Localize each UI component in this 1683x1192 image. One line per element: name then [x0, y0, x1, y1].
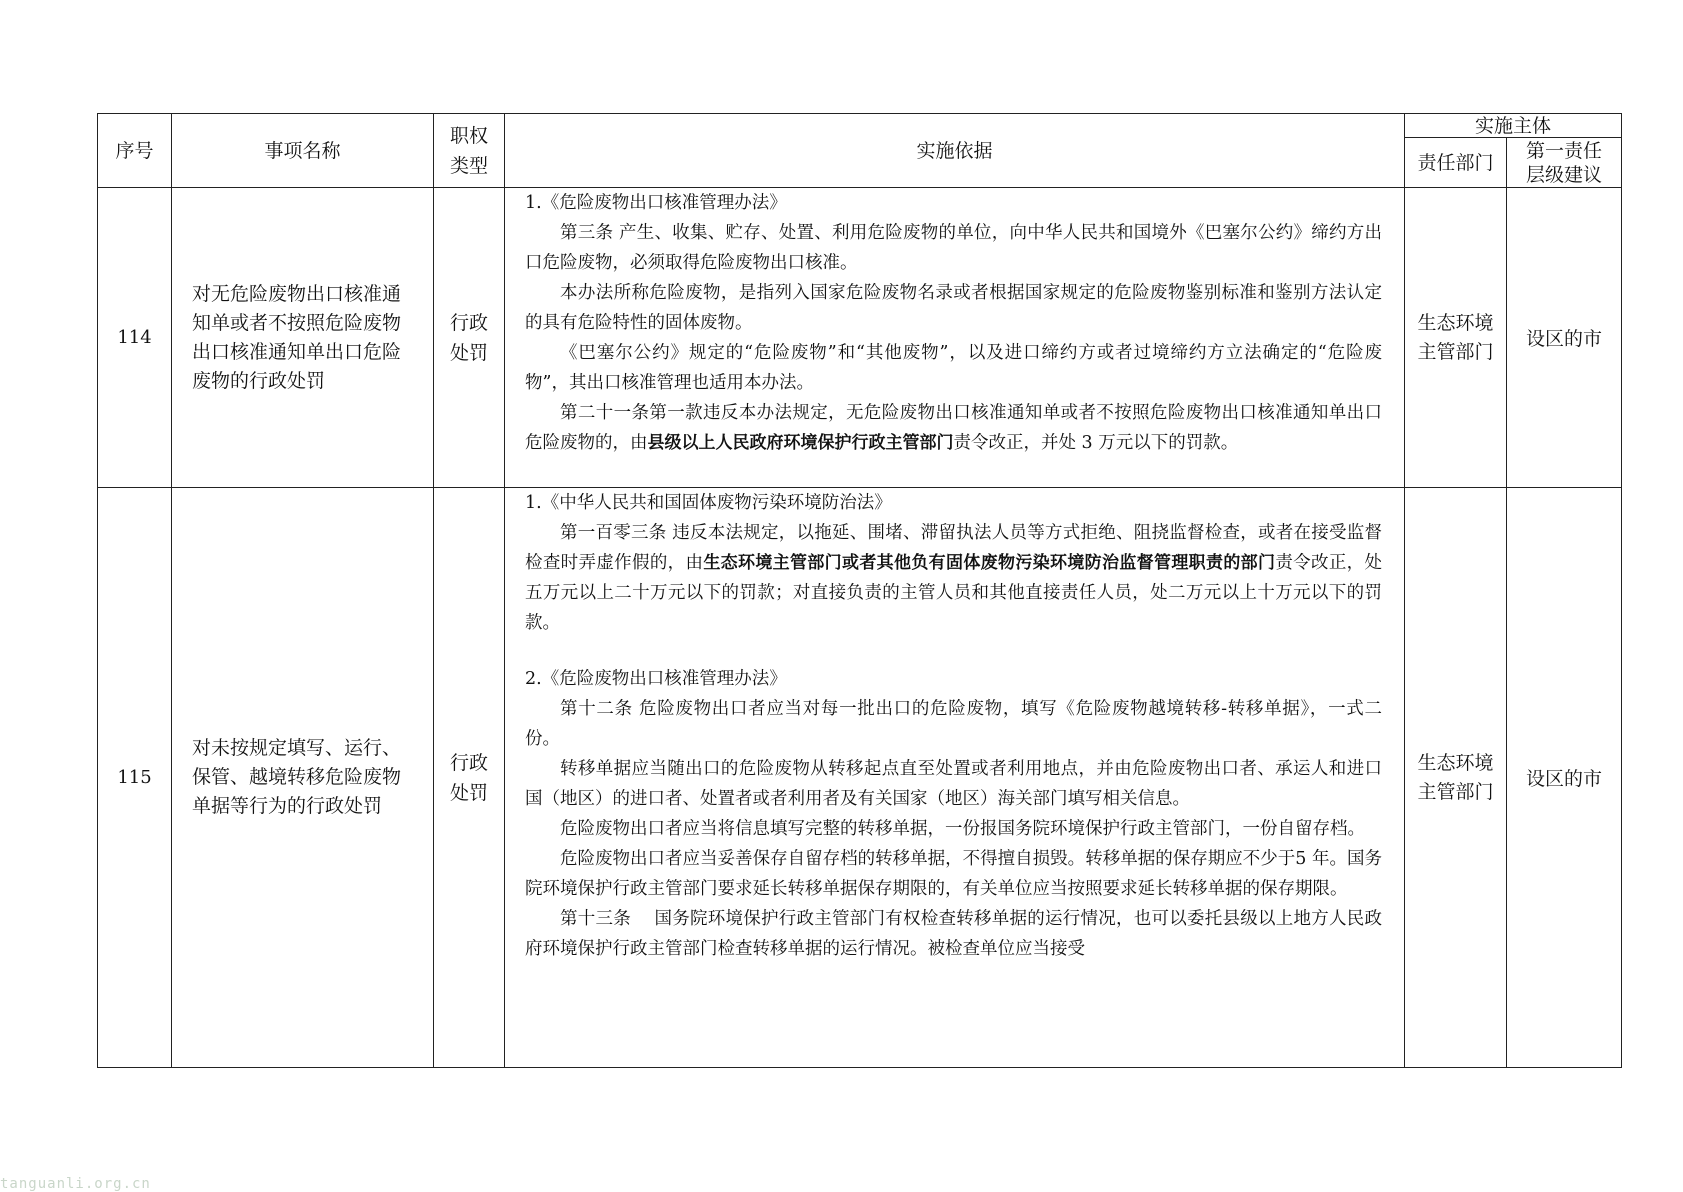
- header-level: 第一责任 层级建议: [1507, 138, 1622, 188]
- row-item-name: 对无危险废物出口核准通知单或者不按照危险废物出口核准通知单出口危险废物的行政处罚: [172, 188, 434, 488]
- header-dept: 责任部门: [1405, 138, 1507, 188]
- row-basis: [505, 188, 1405, 488]
- basis-paragraph: 《巴塞尔公约》规定的“危险废物”和“其他废物”，以及进口缔约方或者过境缔约方立法确定的“危险废物”，其出口核准管理也适用本办法。: [525, 343, 1382, 393]
- row-type: 行政 处罚: [434, 488, 505, 1068]
- bold-authority-text: 生态环境主管部门或者其他负有固体废物污染环境防治监督管理职责的部门: [703, 553, 1276, 573]
- basis-paragraph: 第一百零三条 违反本法规定，以拖延、围堵、滞留执法人员等方式拒绝、阻挠监督检查，或者在接受监督检查时弄虚作假的，由生态环境主管部门或者其他负有固体废物污染环境防治监督管理职责的部门责令改正，处五万元以上二十万元以下的罚款；对直接负责的主管人员和其他直接责任人员，处二万元以上十万元以下的罚款。: [525, 523, 1383, 633]
- basis-paragraph: 第十三条 国务院环境保护行政主管部门有权检查转移单据的运行情况，也可以委托县级以上地方人民政府环境保护行政主管部门检查转移单据的运行情况。被检查单位应当接受: [525, 909, 1382, 959]
- row-type: 行政 处罚: [434, 188, 505, 488]
- basis-paragraph: 本办法所称危险废物，是指列入国家危险废物名录或者根据国家规定的危险废物鉴别标准和鉴别方法认定的具有危险特性的固体废物。: [525, 283, 1382, 333]
- row-seq: 115: [98, 488, 172, 1068]
- watermark: tanguanli.org.cn: [0, 1176, 151, 1192]
- basis-paragraph: 危险废物出口者应当将信息填写完整的转移单据，一份报国务院环境保护行政主管部门，一份自留存档。: [560, 819, 1365, 839]
- table-row: [98, 488, 1622, 1068]
- basis-paragraph: 1.《中华人民共和国固体废物污染环境防治法》: [525, 493, 892, 513]
- row-level: 设区的市: [1507, 188, 1622, 488]
- basis-paragraph: 第十二条 危险废物出口者应当对每一批出口的危险废物，填写《危险废物越境转移-转移单据》，一式二份。: [525, 699, 1382, 749]
- header-seq: 序号: [98, 114, 172, 188]
- header-item-name: 事项名称: [172, 114, 434, 188]
- row-seq: 114: [98, 188, 172, 488]
- row-basis: [505, 488, 1405, 1068]
- basis-paragraph: 危险废物出口者应当妥善保存自留存档的转移单据，不得擅自损毁。转移单据的保存期应不少于5 年。国务院环境保护行政主管部门要求延长转移单据保存期限的，有关单位应当按照要求延长转移单据的保存期限。: [525, 849, 1382, 899]
- row-level: 设区的市: [1507, 488, 1622, 1068]
- header-subject: 实施主体: [1405, 114, 1622, 138]
- row-item-name: 对未按规定填写、运行、保管、越境转移危险废物单据等行为的行政处罚: [172, 488, 434, 1068]
- bold-authority-text: 县级以上人民政府环境保护行政主管部门: [647, 433, 954, 453]
- basis-paragraph: 2.《危险废物出口核准管理办法》: [525, 669, 787, 689]
- basis-paragraph: 第三条 产生、收集、贮存、处置、利用危险废物的单位，向中华人民共和国境外《巴塞尔公约》缔约方出口危险废物，必须取得危险废物出口核准。: [525, 223, 1382, 273]
- paragraph-gap: [525, 638, 1382, 664]
- basis-paragraph: 第二十一条第一款违反本办法规定，无危险废物出口核准通知单或者不按照危险废物出口核准通知单出口危险废物的，由县级以上人民政府环境保护行政主管部门责令改正，并处 3 万元以下的罚款。: [525, 403, 1382, 453]
- basis-paragraph: 1.《危险废物出口核准管理办法》: [525, 193, 787, 213]
- header-basis: 实施依据: [505, 114, 1405, 188]
- row-dept: 生态环境 主管部门: [1405, 488, 1507, 1068]
- header-type: 职权 类型: [434, 114, 505, 188]
- matters-table: [97, 113, 1622, 1068]
- table-row: [98, 188, 1622, 488]
- row-dept: 生态环境 主管部门: [1405, 188, 1507, 488]
- basis-paragraph: 转移单据应当随出口的危险废物从转移起点直至处置或者利用地点，并由危险废物出口者、承运人和进口国（地区）的进口者、处置者或者利用者及有关国家（地区）海关部门填写相关信息。: [525, 759, 1382, 809]
